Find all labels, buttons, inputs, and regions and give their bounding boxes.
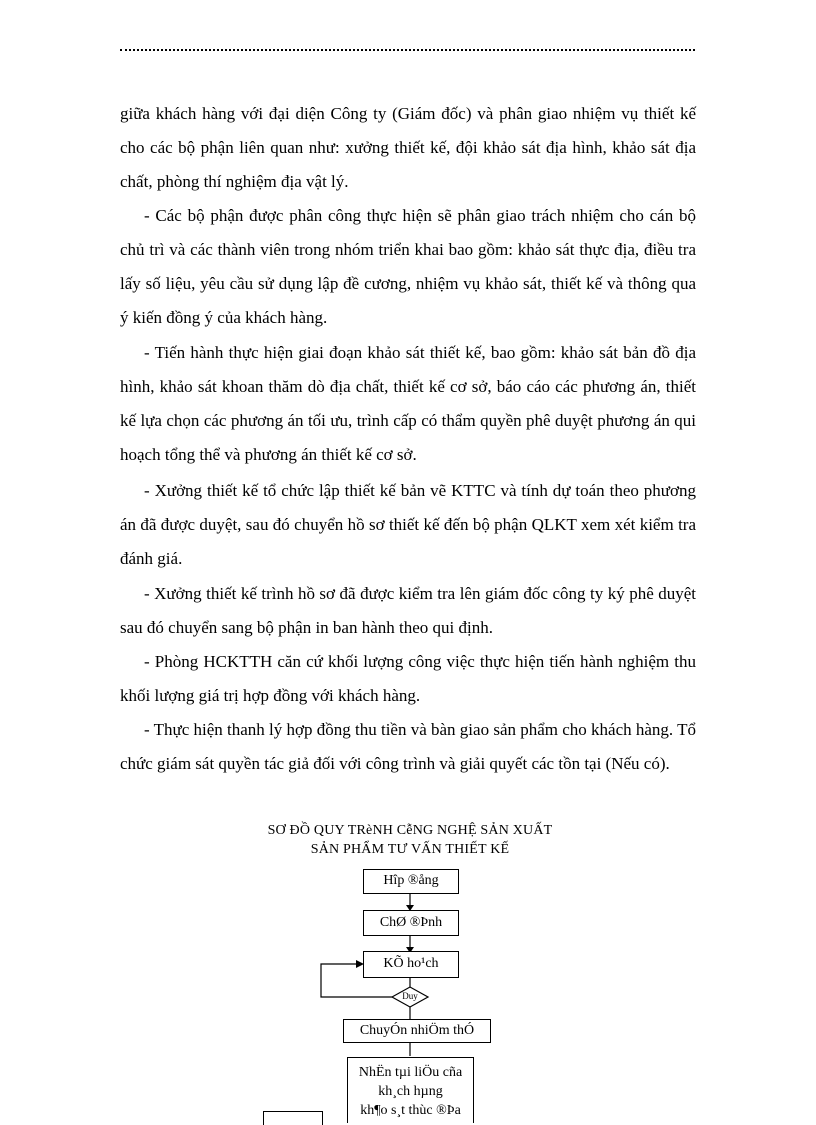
paragraph-bullet-4: - Xưởng thiết kế trình hồ sơ đã được kiểm tra lên giám đốc công ty ký phê duyệt sau đó chuyển sang bộ phận in ban hành theo qui định. (120, 584, 696, 637)
paragraph-bullet-6: - Thực hiện thanh lý hợp đồng thu tiền và bàn giao sản phẩm cho khách hàng. Tổ chức giám sát quyền tác giả đối với công trình và giải quyết các tồn tại (Nếu có). (120, 720, 697, 773)
box-chuyen-label: ChuyÓn nhiÖm thÓ (359, 1023, 475, 1038)
box-chi-dinh-label: ChØ ®Þnh (379, 915, 443, 930)
box-nhan-tai-lieu (347, 1057, 474, 1123)
box-nhan-line-1: NhËn tµi liÖu cña (358, 1065, 463, 1080)
box-chuyen-nhiem-the (343, 1019, 491, 1043)
paragraph-bullet-2: - Tiến hành thực hiện giai đoạn khảo sát thiết kế, bao gồm: khảo sát bản đồ địa hình, khảo sát khoan thăm dò địa chất, thiết kế cơ sở, báo cáo các phương án, thiết kế lựa chọn các phương án tối ưu, trình cấp có thẩm quyền phê duyệt phương án qui hoạch tổng thể và phương án thiết kế cơ sở. (120, 343, 696, 464)
diagram-title-line-2: SẢN PHẨM TƯ VẤN THIẾT KẾ (310, 842, 510, 857)
paragraph-bullet-1: - Các bộ phận được phân công thực hiện sẽ phân giao trách nhiệm cho cán bộ chủ trì và các thành viên trong nhóm triển khai bao gồm: khảo sát thực địa, điều tra lấy số liệu, yêu cầu sử dụng lập đề cương, nhiệm vụ khảo sát, thiết kế và thông qua ý kiến đồng ý của khách hàng. (120, 206, 696, 327)
diagram-title-line-1: SƠ ĐỒ QUY TRèNH CễNG NGHỆ SẢN XUẤT (267, 823, 553, 838)
box-nhan-line-2: kh¸ch hµng (378, 1084, 443, 1099)
paragraph-intro: giữa khách hàng với đại diện Công ty (Giám đốc) và phân giao nhiệm vụ thiết kế cho các bộ phận liên quan như: xưởng thiết kế, đội khảo sát địa hình, khảo sát địa chất, phòng thí nghiệm địa vật lý. (120, 104, 696, 191)
box-nhan-line-3: kh¶o s¸t thùc ®Þa (360, 1103, 461, 1118)
box-ke-hoach-label: KÕ ho¹ch (383, 956, 439, 971)
box-chi-dinh (363, 910, 459, 936)
paragraph-bullet-3: - Xưởng thiết kế tổ chức lập thiết kế bản vẽ KTTC và tính dự toán theo phương án đã được duyệt, sau đó chuyển hồ sơ thiết kế đến bộ phận QLKT xem xét kiểm tra đánh giá. (120, 481, 696, 568)
paragraph-bullet-5: - Phòng HCKTTH căn cứ khối lượng công việc thực hiện tiến hành nghiệm thu khối lượng giá trị hợp đồng với khách hàng. (120, 652, 696, 705)
box-hop-dong-label: Hîp ®ång (383, 873, 439, 888)
duyet-label: Duy (402, 991, 418, 1001)
box-ke-hoach (363, 951, 459, 978)
box-hop-dong (363, 869, 459, 894)
